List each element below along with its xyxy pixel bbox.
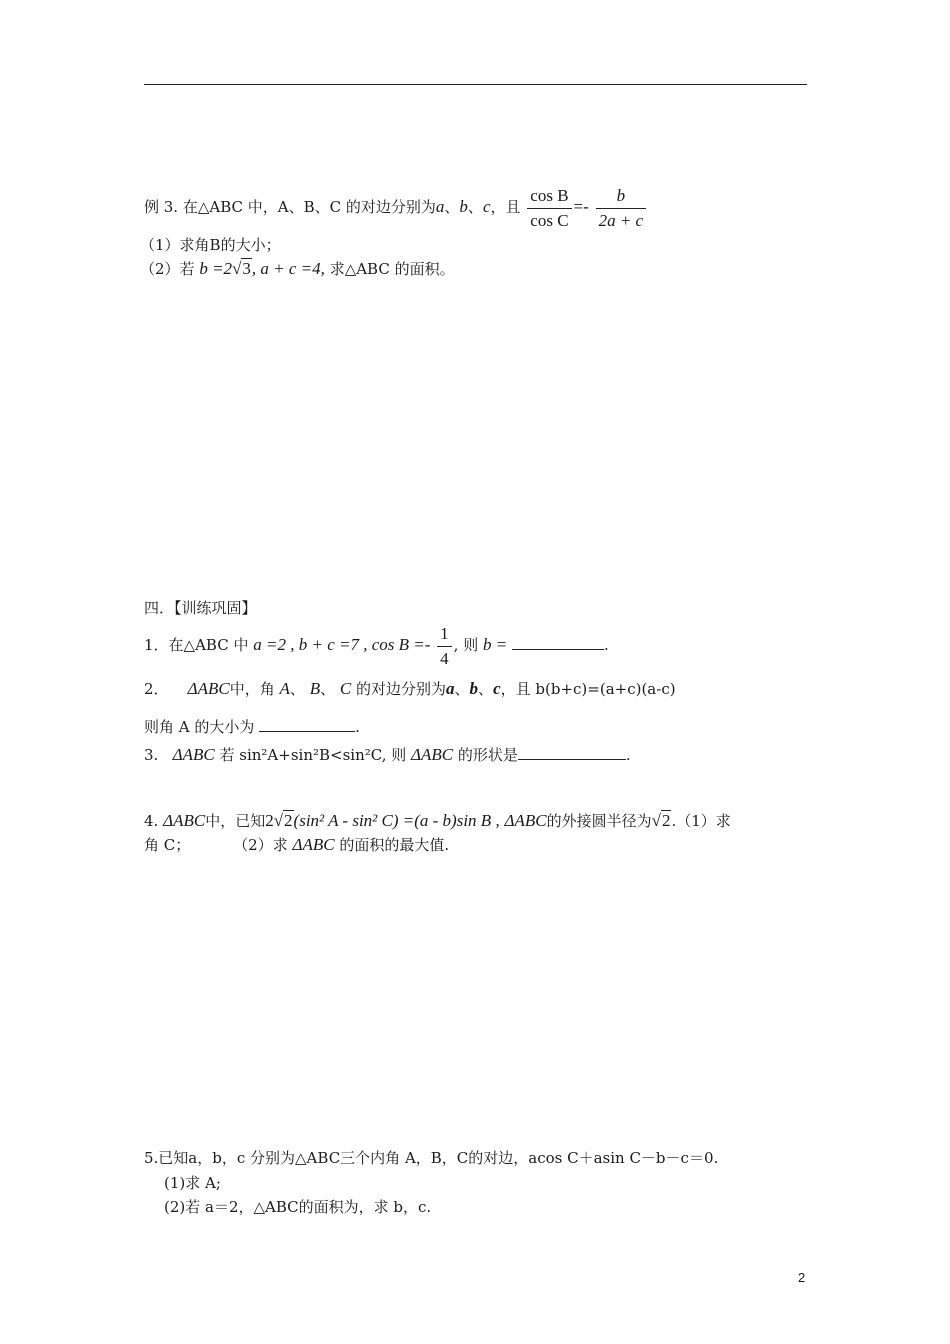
problem-text-2: （2）求 [233, 836, 288, 854]
triangle-symbol: ΔABC [504, 811, 547, 830]
angle-c: C [339, 679, 352, 698]
expression-a: 2 [265, 811, 274, 830]
fraction-numerator: cos B [527, 186, 571, 209]
problem-3 [144, 744, 631, 765]
problem-text: 在△ABC 中 [168, 636, 249, 654]
q2-suffix: 求△ABC 的面积。 [329, 260, 455, 278]
fraction-cosb-cosc [527, 186, 571, 231]
example-3-question-2 [140, 258, 455, 279]
fraction-denominator: cos C [530, 210, 569, 230]
problem-5-question-1: (1)求 A; [164, 1174, 221, 1192]
problem-text: 角 C； [144, 836, 191, 854]
problem-5-question-2: (2)若 a＝2，△ABC的面积为，求 b，c. [164, 1198, 432, 1216]
fraction-denominator: 4 [440, 648, 449, 668]
problem-number: 4. [144, 812, 159, 830]
section-4-title: 四．【训练巩固】 [144, 599, 257, 617]
problem-2 [144, 678, 676, 699]
var-b: b [469, 679, 479, 698]
example-3-question-1: （1）求角B的大小； [140, 236, 281, 254]
fraction-one-quarter [437, 624, 452, 669]
fraction-denominator: 2a + c [598, 210, 644, 230]
problem-text-2: 的对边分别为 [356, 680, 447, 698]
problem-text-3: 且 b(b+c)=(a+c)(a-c) [515, 680, 676, 698]
period: . [625, 746, 631, 764]
problem-5: 5.已知a，b，c 分别为△ABC三个内角 A，B，C的对边，acos C＋asin C－b－c＝0. [144, 1149, 719, 1167]
problem-number: 2． [144, 680, 169, 698]
problem-1 [144, 622, 609, 668]
separator: 、 [444, 198, 460, 216]
problem-number: 3. [144, 746, 159, 764]
triangle-symbol: ΔABC [163, 811, 206, 830]
period: . [604, 636, 609, 654]
angle-a: A [279, 679, 290, 698]
sqrt-3: √3 [232, 259, 251, 278]
period: . [355, 718, 360, 736]
q2-expr-a: b =2 [199, 259, 233, 278]
triangle-symbol: ΔABC [187, 679, 230, 698]
q2-expr-b: , a + c =4, [251, 259, 325, 278]
answer-blank[interactable] [518, 745, 626, 760]
expression-b: b = [483, 635, 508, 654]
fraction-b-over-2a-plus-c [596, 186, 647, 231]
angle-b: B [309, 679, 321, 698]
problem-2-line-2 [144, 716, 360, 737]
radicand: 2 [284, 811, 293, 830]
answer-blank[interactable] [512, 635, 604, 650]
problem-number: 1． [144, 636, 169, 654]
page-number: 2 [798, 1270, 806, 1285]
problem-text-2: 的形状是 [457, 746, 518, 764]
answer-blank[interactable] [259, 717, 355, 732]
problem-text-2: , 则 [453, 636, 479, 654]
fraction-numerator: b [596, 186, 647, 209]
separator: 、 [320, 680, 336, 698]
example-text: 在△ABC 中，A、B、C 的对边分别为 [182, 198, 436, 216]
problem-text: 中，已知 [205, 812, 266, 830]
problem-text: 若 sin²A+sin²B<sin²C, 则 [219, 746, 407, 764]
separator: 、 [467, 198, 483, 216]
equals-minus: =- [573, 197, 589, 216]
problem-text: 则角 A 的大小为 [144, 718, 255, 736]
comma: ， [500, 680, 516, 698]
triangle-symbol: ΔABC [292, 835, 335, 854]
sqrt-2-radius: √2 [651, 811, 671, 830]
sqrt-2: √2 [273, 811, 293, 830]
problem-text-2: 的外接圆半径为 [546, 812, 652, 830]
fraction-numerator: 1 [437, 624, 452, 647]
radicand: 3 [242, 259, 251, 278]
var-a: a [435, 197, 445, 216]
header-rule [144, 84, 807, 85]
triangle-symbol: ΔABC [172, 745, 215, 764]
var-a: a [446, 679, 455, 698]
separator: 、 [454, 680, 470, 698]
radicand: 2 [661, 811, 671, 830]
problem-4-line-2 [144, 834, 449, 855]
problem-text-3: .（1）求 [671, 812, 731, 830]
problem-4 [144, 810, 731, 831]
problem-text: 中，角 [229, 680, 275, 698]
separator: 、 [478, 680, 494, 698]
triangle-symbol: ΔABC [411, 745, 454, 764]
example-label: 例 3. [144, 198, 179, 216]
expression: a =2 , b + c =7 , cos B =- [253, 635, 431, 654]
example-3-statement [144, 184, 648, 230]
separator: 、 [289, 680, 305, 698]
var-b: b [459, 197, 468, 216]
var-c: c [493, 679, 501, 698]
expression-b: (sin² A - sin² C) =(a - b)sin B , [293, 811, 500, 830]
var-c: c [482, 197, 491, 216]
example-text-2: ，且 [490, 198, 521, 216]
problem-text-3: 的面积的最大值. [339, 836, 450, 854]
q2-prefix: （2）若 [140, 260, 195, 278]
